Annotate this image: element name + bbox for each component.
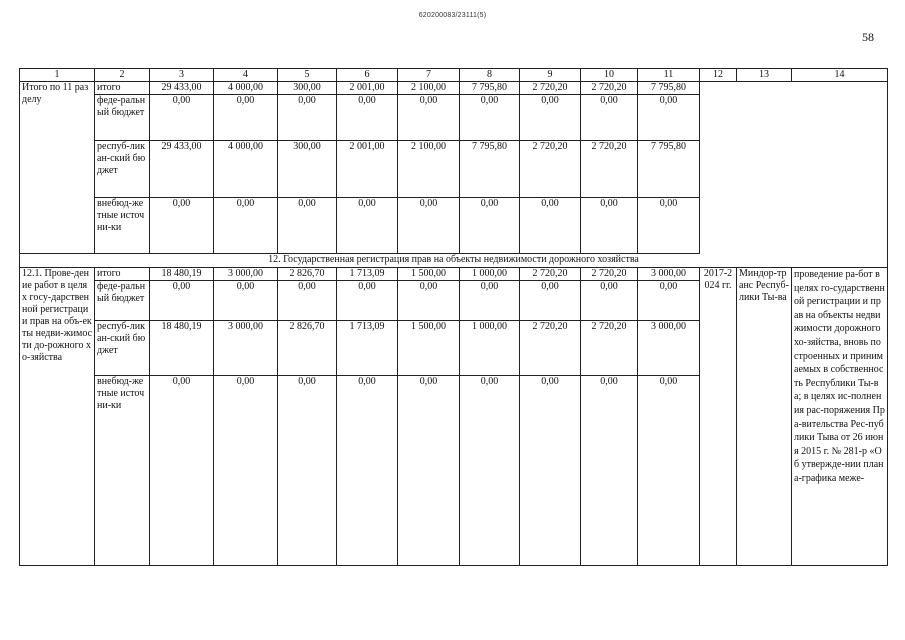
value-cell: 0,00 [278,281,337,321]
header-row [20,69,888,82]
header-cell: 1 [20,69,95,82]
value-cell: 0,00 [460,376,520,566]
description-cell: проведение ра-бот в целях го-сударственной регистрации и прав на объекты недвижимости дорожного хо-зяйства, вновь построенных и принимаемых в собственность Республики Ты-ва; в целях ис-полнения рас-поряжения Пра-вительства Рес-публики Тыва от 26 июня 2015 г. № 281-р «Об утвержде-нии плана-графика меже- [792,268,888,566]
section-12-title: 12. Государственная регистрация прав на объекты недвижимости дорожного хозяйства [20,254,888,268]
value-cell: 2 720,20 [520,141,581,198]
value-cell: 0,00 [581,95,638,141]
value-cell: 18 480,19 [150,268,214,281]
value-cell: 0,00 [520,95,581,141]
source-cell: внебюд-жетные источни-ки [95,376,150,566]
value-cell: 0,00 [150,198,214,254]
header-cell: 14 [792,69,888,82]
table-row [20,82,888,95]
value-cell: 1 713,09 [337,321,398,376]
value-cell: 18 480,19 [150,321,214,376]
value-cell: 0,00 [337,95,398,141]
value-cell: 0,00 [278,198,337,254]
page-number: 58 [862,30,874,44]
source-cell: внебюд-жетные источни-ки [95,198,150,254]
value-cell: 0,00 [581,198,638,254]
header-cell: 2 [95,69,150,82]
value-cell: 2 100,00 [398,141,460,198]
empty-cell [700,82,888,254]
source-cell: итого [95,268,150,281]
value-cell: 0,00 [337,376,398,566]
value-cell: 2 826,70 [278,321,337,376]
value-cell: 2 826,70 [278,268,337,281]
value-cell: 0,00 [398,281,460,321]
value-cell: 0,00 [150,95,214,141]
executor-cell: Миндор-транс Респуб-лики Ты-ва [737,268,792,566]
value-cell: 300,00 [278,82,337,95]
value-cell: 0,00 [520,198,581,254]
value-cell: 29 433,00 [150,141,214,198]
value-cell: 0,00 [214,198,278,254]
source-cell: феде-ральный бюджет [95,95,150,141]
value-cell: 0,00 [398,95,460,141]
value-cell: 7 795,80 [638,141,700,198]
value-cell: 7 795,80 [460,141,520,198]
value-cell: 3 000,00 [638,268,700,281]
value-cell: 0,00 [398,198,460,254]
value-cell: 3 000,00 [214,321,278,376]
value-cell: 0,00 [278,376,337,566]
document-id: 620200083/23111(5) [418,12,487,19]
value-cell: 2 001,00 [337,82,398,95]
value-cell: 4 000,00 [214,82,278,95]
value-cell: 3 000,00 [214,268,278,281]
value-cell: 0,00 [460,281,520,321]
value-cell: 0,00 [638,198,700,254]
source-cell: феде-ральный бюджет [95,281,150,321]
value-cell: 0,00 [520,281,581,321]
item-12-1-label: 12.1. Прове-дение работ в целях госу-дарственной регистрации прав на объ-екты недви-жимости до-рожного хо-зяйства [20,268,95,566]
value-cell: 0,00 [638,281,700,321]
header-cell: 7 [398,69,460,82]
value-cell: 2 720,20 [581,82,638,95]
source-cell: респуб-ликан-ский бюджет [95,141,150,198]
value-cell: 1 000,00 [460,268,520,281]
total-11-label: Итого по 11 разделу [20,82,95,254]
budget-table [19,68,888,566]
value-cell: 3 000,00 [638,321,700,376]
value-cell: 0,00 [460,95,520,141]
value-cell: 29 433,00 [150,82,214,95]
header-cell: 5 [278,69,337,82]
value-cell: 7 795,80 [638,82,700,95]
value-cell: 2 100,00 [398,82,460,95]
value-cell: 300,00 [278,141,337,198]
value-cell: 0,00 [638,376,700,566]
value-cell: 0,00 [278,95,337,141]
header-cell: 9 [520,69,581,82]
value-cell: 4 000,00 [214,141,278,198]
value-cell: 0,00 [398,376,460,566]
header-cell: 13 [737,69,792,82]
value-cell: 2 001,00 [337,141,398,198]
value-cell: 0,00 [337,198,398,254]
value-cell: 0,00 [214,95,278,141]
header-cell: 12 [700,69,737,82]
header-cell: 8 [460,69,520,82]
value-cell: 0,00 [150,281,214,321]
value-cell: 2 720,20 [581,141,638,198]
value-cell: 0,00 [581,376,638,566]
value-cell: 7 795,80 [460,82,520,95]
section-row [20,254,888,268]
value-cell: 2 720,20 [581,321,638,376]
header-cell: 6 [337,69,398,82]
value-cell: 2 720,20 [581,268,638,281]
value-cell: 2 720,20 [520,268,581,281]
header-cell: 10 [581,69,638,82]
source-cell: респуб-ликан-ский бюджет [95,321,150,376]
value-cell: 1 000,00 [460,321,520,376]
source-cell: итого [95,82,150,95]
value-cell: 0,00 [581,281,638,321]
table-row [20,268,888,281]
value-cell: 0,00 [150,376,214,566]
header-cell: 4 [214,69,278,82]
value-cell: 1 713,09 [337,268,398,281]
value-cell: 1 500,00 [398,321,460,376]
value-cell: 0,00 [214,281,278,321]
value-cell: 2 720,20 [520,82,581,95]
value-cell: 0,00 [520,376,581,566]
header-cell: 3 [150,69,214,82]
value-cell: 0,00 [337,281,398,321]
period-cell: 2017-2024 гг. [700,268,737,566]
header-cell: 11 [638,69,700,82]
value-cell: 0,00 [638,95,700,141]
value-cell: 2 720,20 [520,321,581,376]
value-cell: 1 500,00 [398,268,460,281]
value-cell: 0,00 [460,198,520,254]
value-cell: 0,00 [214,376,278,566]
